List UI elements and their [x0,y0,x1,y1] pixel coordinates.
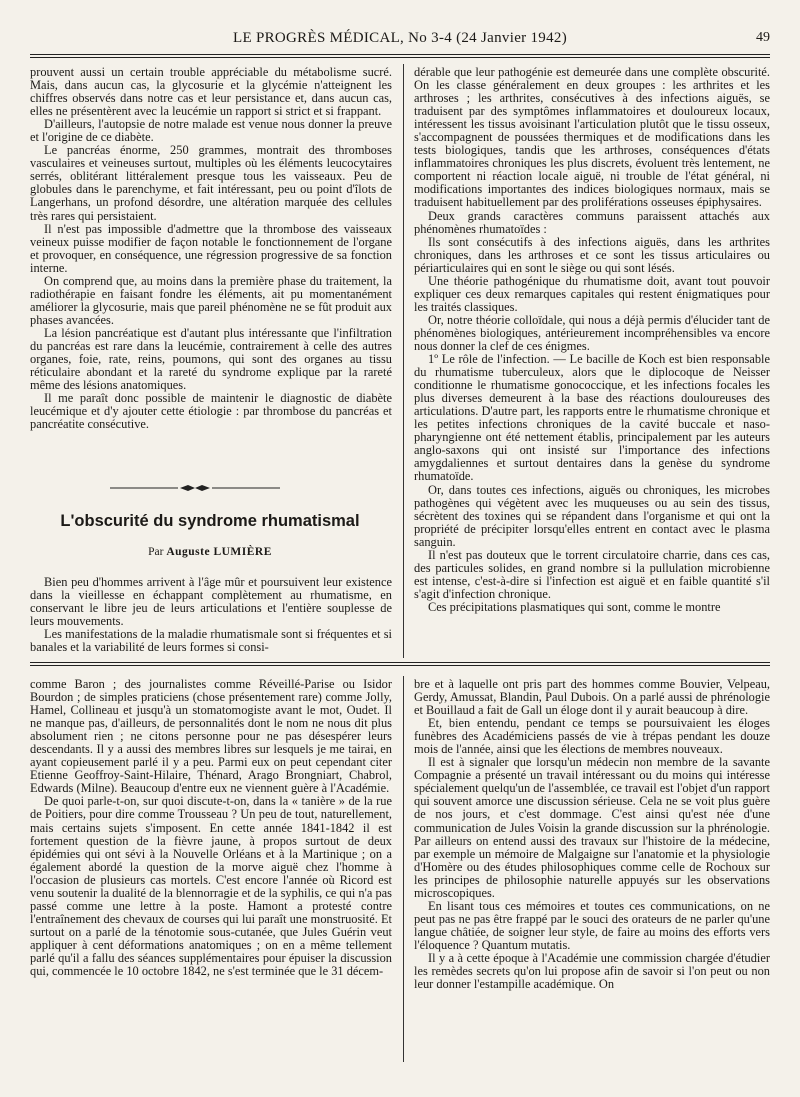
paragraph: En lisant tous ces mémoires et toutes ces communications, on ne peut pas ne pas être frappé par le souci des orateurs de ne parler qu'une langue châtiée, de soigner leur style, de faire au moins des efforts vers l'éloquence ? Quantum mutatis. [414,898,770,952]
bottom-right-column [414,678,770,991]
paragraph: Or, dans toutes ces infections, aiguës ou chroniques, les microbes pathogènes qui végètent avec les muqueuses ou au sein des tissus, sécrètent des toxines qui se répandent dans l'organisme et qui ont la propriété de précipiter lorsqu'elles entrent en contact avec le plasma sanguin. [414,482,770,549]
running-header [30,30,770,52]
paragraph: Il n'est pas douteux que le torrent circulatoire charrie, dans ces cas, des particules solides, en grand nombre si la pullulation microbienne est intense, c'est-à-dire si l'infection est aiguë et en faible quantité s'il s'agit d'infection chronique. [414,547,770,601]
paragraph: Les manifestations de la maladie rhumatismale sont si fréquentes et si banales et la variabilité de leurs formes si consi- [30,627,392,655]
top-column-divider [403,64,404,658]
section-separator [30,662,770,663]
header-rule [30,54,770,55]
article-title: L'obscurité du syndrome rhumatismal [60,512,360,530]
paragraph: On comprend que, au moins dans la première phase du traitement, la radiothérapie en faisant fondre les éléments, ait pu momentanément améliorer la glycosurie, mais que pareil phénomène ne se fût produit aux phases avancées. [30,273,392,327]
paragraph: Une théorie pathogénique du rhumatisme doit, avant tout pouvoir expliquer ces deux remarques capitales qui restent énigmatiques pour les traités classiques. [414,273,770,314]
paragraph: comme Baron ; des journalistes comme Réveillé-Parise ou Isidor Bourdon ; de simples praticiens (chose présentement rare) comme Jolly, Hamel, Collineau et jusqu'à un stomatomogiste avant le mot, Oudet. Il ne manque pas, d'ailleurs, de personnalités dont le nom ne nous dit plus absolument rien ; ne citons personne pour ne pas désespérer leurs descendants. Il y a aussi des membres libres sur lesquels je me tairai, en ayant copieusement parlé il y a peu. Parmi eux on peut cependant citer Etienne Geoffroy-Saint-Hilaire, Thénard, Arago Brongniart, Chabrol, Edwards (Milne). Beaucoup d'entre eux ne viennent guère à l'Académie. [30,677,392,796]
paragraph: dérable que leur pathogénie est demeurée dans une complète obscurité. On les classe généralement en deux groupes : les arthrites et les arthroses ; les arthrites, consécutives à des infections aiguës, se traduisent par des symptômes inflammatoires et douloureux locaux, intéressent les tissus avoisinant l'articulation plutôt que le tissu osseux, s'accompagnent de poussées thermiques et de modifications dans les tests biologiques, tandis que les arthroses, conséquences d'états inflammatoires chroniques les plus discrets, évoluent très lentement, ne comportent ni réaction locale aiguë, ni trouble de l'état général, ni modifications importantes des indices biologiques normaux, mais se traduisent habituellement par des proliférations osseuses épiphysaires. [414,65,770,210]
paragraph: Bien peu d'hommes arrivent à l'âge mûr et poursuivent leur existence dans la vieillesse en échappant complètement au rhumatisme, en conservant le libre jeu de leurs articulations et l'entière souplesse de leurs mouvements. [30,575,392,629]
paragraph: prouvent aussi un certain trouble appréciable du métabolisme sucré. Mais, dans aucun cas, la glycosurie et la glycémie n'atteignent les chiffres observés dans notre cas et leur persistance et, dans aucun cas, elles ne présentèrent avec la leucémie un rapport si strict et si frappant. [30,65,392,119]
journal-title: LE PROGRÈS MÉDICAL, No 3-4 (24 Janvier 1942) [232,30,567,46]
article-byline [30,546,390,558]
paragraph: Il me paraît donc possible de maintenir le diagnostic de diabète leucémique et d'y ajouter cette étiologie : par thrombose du pancréas et pancréatite consécutive. [30,391,392,432]
top-left-column [30,66,392,431]
section-separator-double [30,665,770,666]
author-name: Auguste LUMIÈRE [166,546,272,558]
paragraph: Et, bien entendu, pendant ce temps se poursuivaient les éloges funèbres des Académiciens passés de vie à trépas pendant les douze mois de l'année, ainsi que les élections de membres nouveaux. [414,716,770,757]
article-left-column [30,576,392,654]
page-number: 49 [756,30,770,45]
paragraph: 1º Le rôle de l'infection. — Le bacille de Koch est bien responsable du rhumatisme tuberculeux, alors que le diplocoque de Neisser conditionne le rhumatisme gonococcique, et les infections focales les plus diverses demeurent à la base des réactions douloureuses des articulations. D'autre part, les rapports entre le rhumatisme chronique et les petites infections chroniques de la cavité buccale et naso-pharyngienne ont été nettement établis, principalement par les auteurs anglo-saxons qui ont insisté sur l'importance des infections amygdaliennes et surtout dentaires dans la genèse du syndrome rhumatoïde. [414,352,770,484]
paragraph: La lésion pancréatique est d'autant plus intéressante que l'infiltration du pancréas est rare dans la leucémie, contrairement à celle des autres organes, foie, rate, reins, poumons, qui sont des organes au tissu réticulaire abondant et la rareté du syndrome explique par la rareté même des lésions anatomiques. [30,325,392,393]
paragraph: Or, notre théorie colloïdale, qui nous a déjà permis d'élucider tant de phénomènes biologiques, antérieurement incompréhensibles va encore nous donner la clef de ces énigmes. [414,312,770,353]
paragraph: Il y a à cette époque à l'Académie une commission chargée d'étudier les remèdes secrets qu'on lui propose afin de savoir si l'on peut ou non leur donner l'estampille académique. On [414,950,770,992]
paragraph: Il est à signaler que lorsqu'un médecin non membre de la savante Compagnie a présenté un travail intéressant ou du moins qui intéresse spécialement quelqu'un de l'assemblée, ce travail est l'objet d'un rapport qui souvent amorce une discussion sérieuse. Cela ne se voit plus guère de nos jours, et c'est dommage. C'est ainsi qu'est née d'une communication de Jules Voisin la grande discussion sur la phrénologie. Par ailleurs on entend aussi des travaux sur l'histoire de la médecine, par exemple un mémoire de Malgaigne sur l'anatomie et la physiologie d'Homère ou des études philosophiques comme celle de Rochoux sur les principes de philosophie naturelle appuyés sur les observations microscopiques. [414,755,770,900]
paragraph: De quoi parle-t-on, sur quoi discute-t-on, dans la « tanière » de la rue de Poitiers, pour dire comme Trousseau ? Un peu de tout, naturellement, mais certains sujets s'imposent. En cette année 1841-1842 il est fortement question de la fièvre jaune, à propos surtout de deux épidémies qui ont sévi à la Nouvelle Orléans et à la Martinique ; on a également abordé la question de la morve aiguë chez l'homme à l'occasion de plusieurs cas mortels. C'est encore l'année où Ricord est venu soutenir la dualité de la blennorragie et de la syphilis, ce qui n'a pas passé comme une lettre à la poste. Hamont a protesté contre l'entraînement des chevaux de courses qui lui paraît une monstruosité. Et surtout on a parlé de la ténotomie sous-cutanée, que Jules Guérin veut appliquer à cent déformations anatomiques ; on en a même tellement parlé qu'il a fallu des séances supplémentaires pour épuiser la discussion qui, commencée le 10 octobre 1842, ne s'est terminée que le 31 décem- [30,794,392,979]
paragraph: Ces précipitations plasmatiques qui sont, comme le montre [428,599,721,614]
paragraph: Le pancréas énorme, 250 grammes, montrait des thromboses vasculaires et veineuses surtout, multiples où les éléments leucocytaires serrés, oblitérant littéralement presque tous les vaisseaux. Peu de globules dans le parenchyme, et fait intéressant, peu ou point d'îlots de Langerhans, un profond désordre, une altération marquée des cellules très rares qui persistaient. [30,143,392,223]
header-rule-double [30,57,770,58]
paragraph: D'ailleurs, l'autopsie de notre malade est venue nous donner la preuve et l'origine de ce diabète. [30,117,392,145]
byline-prefix: Par [148,546,164,558]
paragraph: Deux grands caractères communs paraissent attachés aux phénomènes rhumatoïdes : [414,208,770,236]
paragraph: Il n'est pas impossible d'admettre que la thrombose des vaisseaux veineux puisse modifier de façon notable le fonctionnement de l'organe et provoquer, en conséquence, une régression progressive de sa fonction interne. [30,221,392,275]
paragraph: bre et à laquelle ont pris part des hommes comme Bouvier, Velpeau, Gerdy, Amussat, Blandin, Paul Dubois. On a parlé aussi de phrénologie et Bouillaud a fait de Gall un éloge dont il y aurait beaucoup à dire. [414,677,770,718]
bottom-left-column [30,678,392,978]
bottom-column-divider [403,676,404,1062]
section-ornament [110,484,280,492]
paragraph: Ils sont consécutifs à des infections aiguës, dans les arthrites chroniques, dans les arthroses et ce sont les tissus articulaires ou périarticulaires qui en sont le siège ou qui sont lésés. [414,234,770,275]
top-right-column [414,66,770,614]
